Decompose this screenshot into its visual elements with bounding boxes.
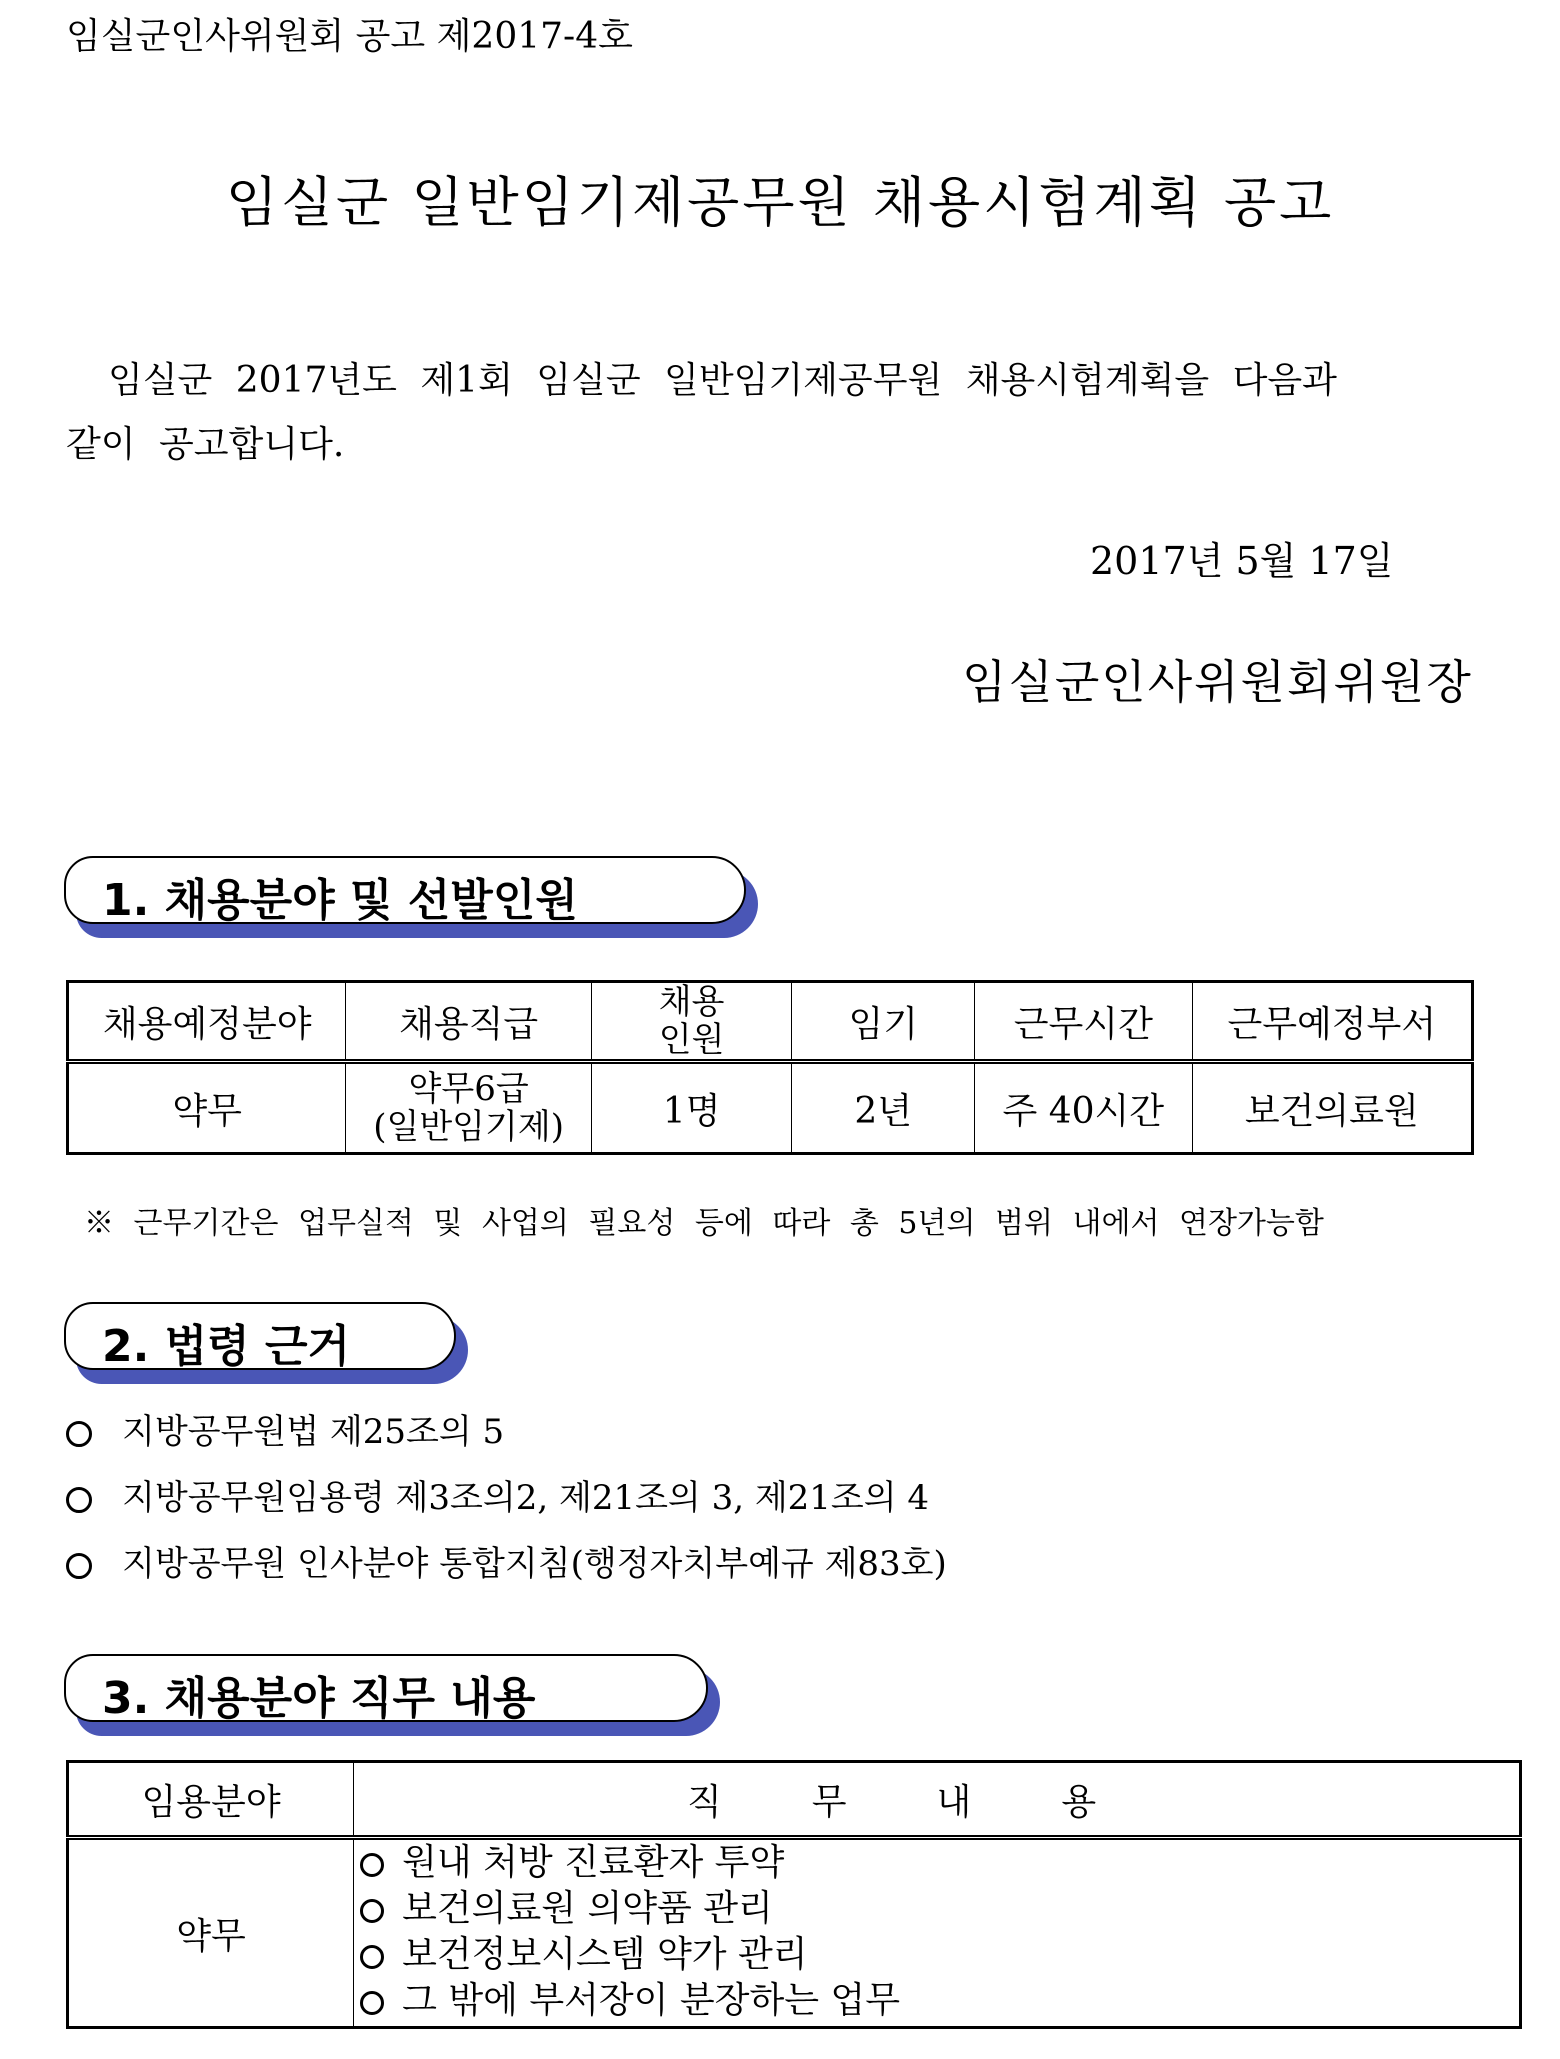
legal-basis-text: 지방공무원 인사분야 통합지침(행정자치부예규 제83호)	[122, 1544, 947, 1584]
cell-term: 2년	[792, 1062, 975, 1154]
section-3-heading: 3. 채용분야 직무 내용	[102, 1673, 536, 1724]
col-headcount-line2: 인원	[658, 1020, 725, 1060]
notice-number: 임실군인사위원회 공고 제2017-4호	[66, 16, 633, 57]
section-2-heading: 2. 법령 근거	[102, 1321, 350, 1372]
legal-basis-item	[66, 1404, 504, 1453]
col-headcount-line1: 채용	[658, 982, 725, 1022]
intro-line-1: 임실군 2017년도 제1회 임실군 일반임기제공무원 채용시험계획을 다음과	[108, 360, 1337, 401]
cell-field: 약무	[68, 1062, 346, 1154]
legal-basis-text: 지방공무원임용령 제3조의2, 제21조의 3, 제21조의 4	[122, 1478, 930, 1518]
section-2-heading-box	[64, 1302, 456, 1370]
legal-basis-item	[66, 1470, 929, 1519]
duty-text: 보건정보시스템 약가 관리	[402, 1934, 808, 1975]
duty-item	[360, 1978, 1519, 2024]
cell-duties	[354, 1838, 1521, 2028]
document-title: 임실군 일반임기제공무원 채용시험계획 공고	[225, 171, 1335, 234]
duty-text: 원내 처방 진료환자 투약	[402, 1842, 785, 1883]
cell-grade-line1: 약무6급	[408, 1069, 529, 1109]
duty-text: 그 밖에 부서장이 분장하는 업무	[402, 1980, 900, 2021]
circle-bullet-icon	[360, 1899, 384, 1923]
cell-hours: 주 40시간	[975, 1062, 1193, 1154]
duty-item	[360, 1932, 1519, 1978]
section-3-heading-box	[64, 1654, 708, 1722]
notice-date: 2017년 5월 17일	[1090, 539, 1394, 583]
circle-bullet-icon	[360, 1853, 384, 1877]
col-department: 근무예정부서	[1192, 982, 1472, 1062]
circle-bullet-icon	[66, 1553, 92, 1579]
cell-department: 보건의료원	[1192, 1062, 1472, 1154]
circle-bullet-icon	[66, 1487, 92, 1513]
cell-headcount: 1명	[591, 1062, 792, 1154]
circle-bullet-icon	[360, 1945, 384, 1969]
cell-grade-line2: (일반임기제)	[373, 1107, 564, 1147]
duty-item	[360, 1840, 1519, 1886]
recruitment-table	[66, 980, 1474, 1155]
table-row	[68, 1062, 1473, 1154]
duties-table	[66, 1760, 1522, 2029]
cell-grade	[346, 1062, 591, 1154]
intro-line-2: 같이 공고합니다.	[66, 424, 345, 465]
col-headcount	[591, 982, 792, 1062]
col-duties: 직무내용	[354, 1762, 1521, 1838]
col-term: 임기	[792, 982, 975, 1062]
table-header-row	[68, 1762, 1521, 1838]
circle-bullet-icon	[360, 1991, 384, 2015]
col-hours: 근무시간	[975, 982, 1193, 1062]
cell-appointment-field: 약무	[68, 1838, 354, 2028]
section-1-heading-box	[64, 856, 746, 924]
section-1-heading: 1. 채용분야 및 선발인원	[102, 875, 578, 926]
duty-text: 보건의료원 의약품 관리	[402, 1888, 773, 1929]
duty-item	[360, 1886, 1519, 1932]
extension-note: ※ 근무기간은 업무실적 및 사업의 필요성 등에 따라 총 5년의 범위 내에서 연장가능함	[84, 1206, 1324, 1241]
col-appointment-field: 임용분야	[68, 1762, 354, 1838]
table-header-row	[68, 982, 1473, 1062]
issuer: 임실군인사위원회위원장	[962, 655, 1473, 709]
table-row	[68, 1838, 1521, 2028]
col-field: 채용예정분야	[68, 982, 346, 1062]
circle-bullet-icon	[66, 1421, 92, 1447]
legal-basis-text: 지방공무원법 제25조의 5	[122, 1412, 505, 1452]
col-grade: 채용직급	[346, 982, 591, 1062]
legal-basis-item	[66, 1536, 947, 1585]
